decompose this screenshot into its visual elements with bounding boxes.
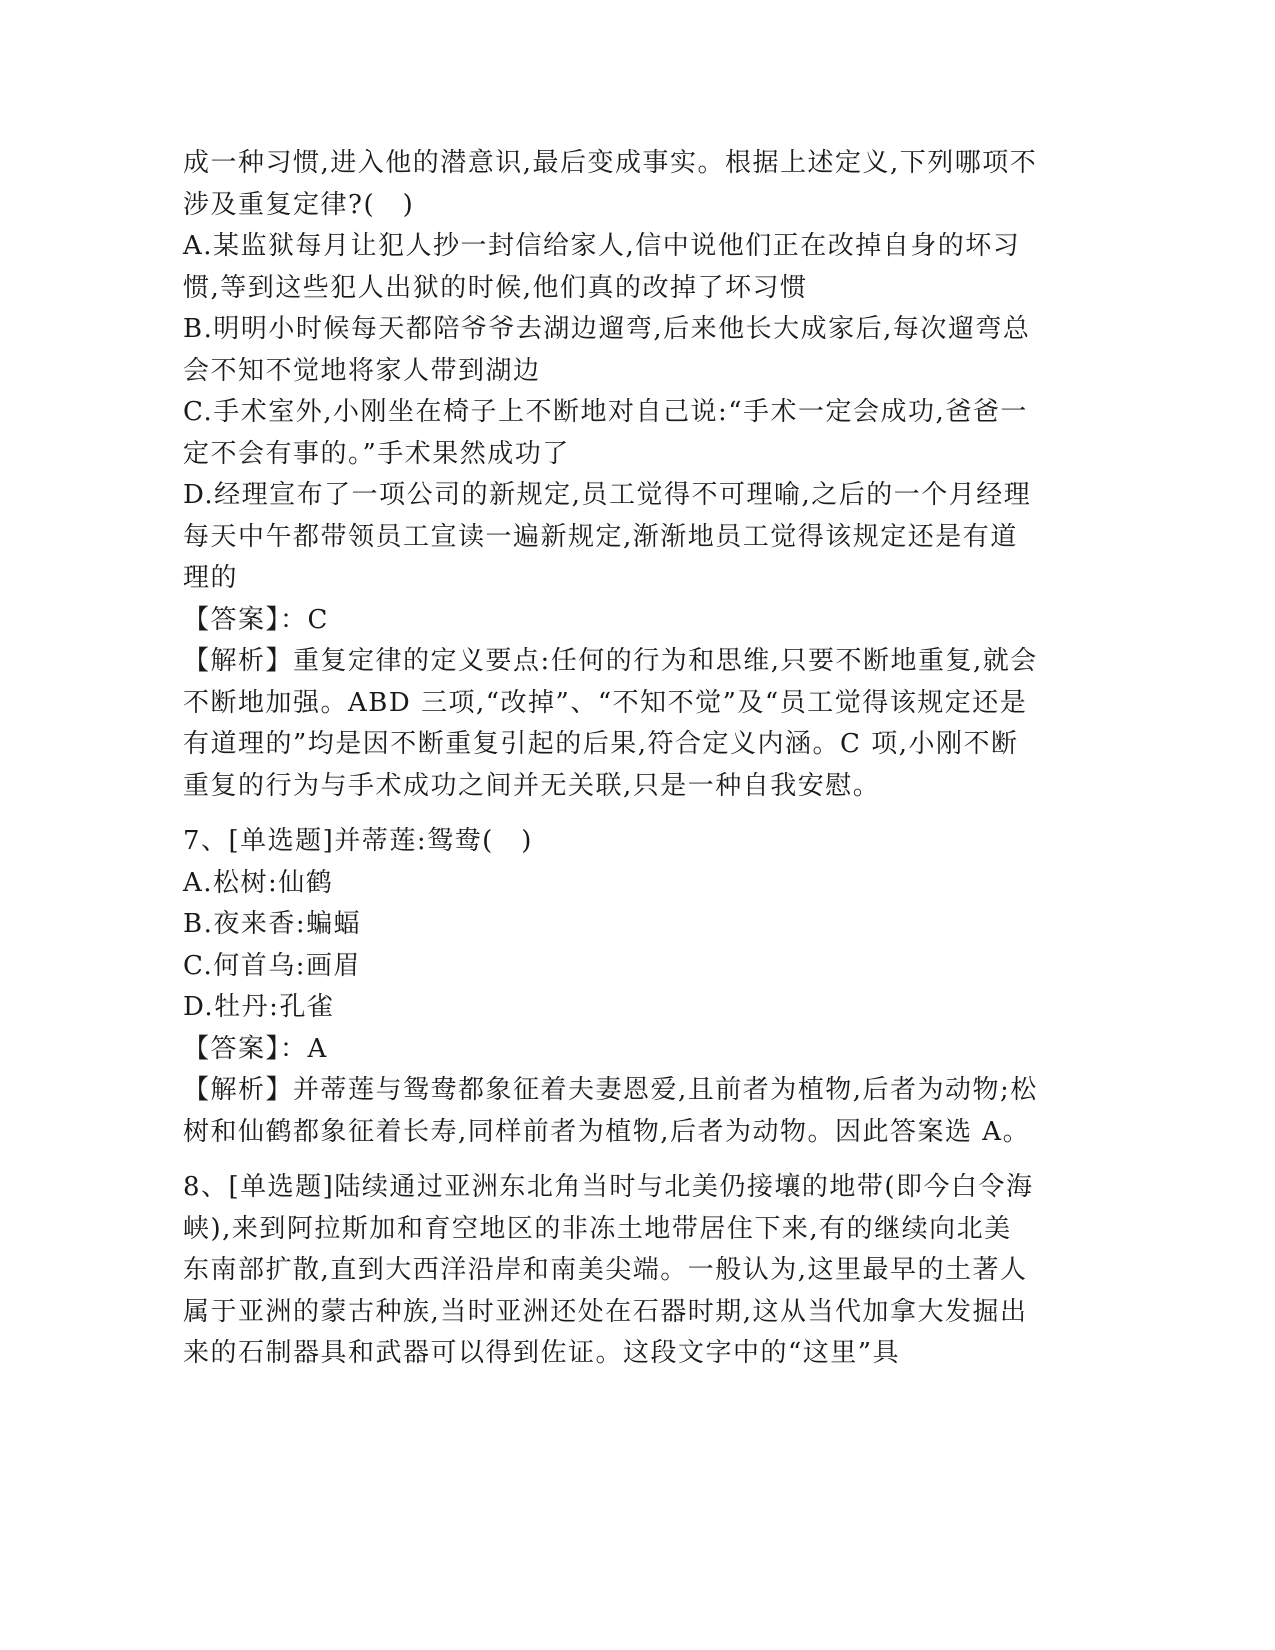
q6-option-b: B.明明小时候每天都陪爷爷去湖边遛弯,后来他长大成家后,每次遛弯总会不知不觉地将家人带到湖边	[183, 314, 1031, 386]
q7-analysis: 【解析】并蒂莲与鸳鸯都象征着夫妻恩爱,且前者为植物,后者为动物;松树和仙鹤都象征着长寿,同样前者为植物,后者为动物。因此答案选 A。	[183, 1075, 1038, 1147]
q7-option-b: B.夜来香:蝙蝠	[183, 909, 362, 939]
q7-answer: 【答案】：A	[183, 1033, 328, 1064]
q6-option-c: C.手术室外,小刚坐在椅子上不断地对自己说:“手术一定会成功,爸爸一定不会有事的。”手术果然成功了	[183, 397, 1028, 469]
q6-analysis: 【解析】重复定律的定义要点:任何的行为和思维,只要不断地重复,就会不断地加强。ABD 三项,“改掉”、“不知不觉”及“员工觉得该规定还是有道理的”均是因不断重复引起的后果,符合定义内涵。C 项,小刚不断重复的行为与手术成功之间并无关联,只是一种自我安慰。	[183, 646, 1038, 801]
q6-option-d: D.经理宣布了一项公司的新规定,员工觉得不可理喻,之后的一个月经理每天中午都带领员工宣读一遍新规定,渐渐地员工觉得该规定还是有道理的	[183, 480, 1032, 593]
q7-stem: 7、[单选题]并蒂莲:鸳鸯( )	[183, 826, 533, 856]
q6-answer: 【答案】：C	[183, 604, 329, 635]
q6-stem-tail: 成一种习惯,进入他的潜意识,最后变成事实。根据上述定义,下列哪项不涉及重复定律?( )	[183, 148, 1038, 220]
q7-option-a: A.松树:仙鹤	[183, 867, 334, 898]
q6-option-a: A.某监狱每月让犯人抄一封信给家人,信中说他们正在改掉自身的坏习惯,等到这些犯人出狱的时候,他们真的改掉了坏习惯	[183, 231, 1021, 303]
q7-option-c: C.何首乌:画眉	[183, 950, 361, 981]
q8-stem: 8、[单选题]陆续通过亚洲东北角当时与北美仍接壤的地带(即今白令海峡),来到阿拉斯加和育空地区的非冻土地带居住下来,有的继续向北美东南部扩散,直到大西洋沿岸和南美尖端。一般认为,这里最早的土著人属于亚洲的蒙古种族,当时亚洲还处在石器时期,这从当代加拿大发掘出来的石制器具和武器可以得到佐证。这段文字中的“这里”具	[183, 1172, 1034, 1368]
document-content	[183, 143, 1038, 1375]
section-gap	[183, 807, 1038, 821]
section-gap	[183, 1153, 1038, 1167]
q7-option-d: D.牡丹:孔雀	[183, 992, 335, 1022]
